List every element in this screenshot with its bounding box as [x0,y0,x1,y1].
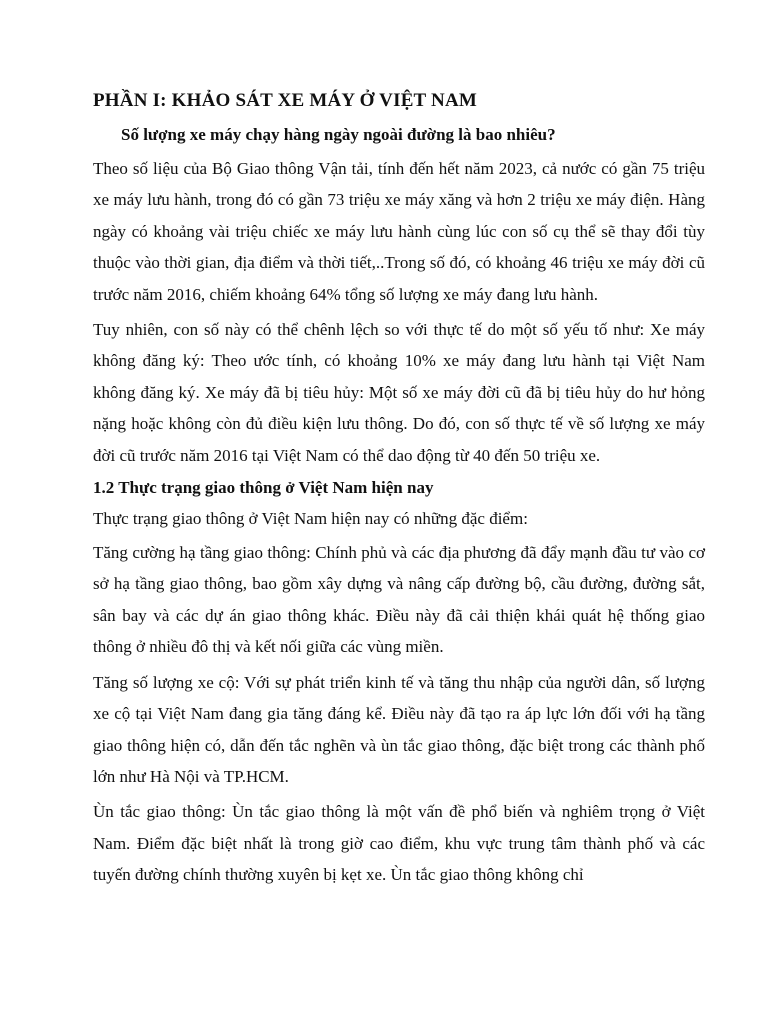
question-heading: Số lượng xe máy chạy hàng ngày ngoài đường là bao nhiêu? [121,125,556,144]
paragraph-congestion: Ùn tắc giao thông: Ùn tắc giao thông là một vấn đề phổ biến và nghiêm trọng ở Việt Nam. Điểm đặc biệt nhất là trong giờ cao điểm, khu vực trung tâm thành phố và các tuyến đường chính thường xuyên bị kẹt xe. Ùn tắc giao thông không chỉ [93,802,705,885]
paragraph-infrastructure: Tăng cường hạ tầng giao thông: Chính phủ và các địa phương đã đẩy mạnh đầu tư vào cơ sở hạ tầng giao thông, bao gồm xây dựng và nâng cấp đường bộ, cầu đường, đường sắt, sân bay và các dự án giao thông khác. Điều này đã cải thiện khái quát hệ thống giao thông ở nhiều đô thị và kết nối giữa các vùng miền. [93,543,705,657]
paragraph-vehicle-growth: Tăng số lượng xe cộ: Với sự phát triển kinh tế và tăng thu nhập của người dân, số lượng xe cộ tại Việt Nam đang gia tăng đáng kể. Điều này đã tạo ra áp lực lớn đối với hạ tầng giao thông hiện có, dẫn đến tắc nghẽn và ùn tắc giao thông, đặc biệt trong các thành phố lớn như Hà Nội và TP.HCM. [93,672,705,786]
paragraph-intro: Thực trạng giao thông ở Việt Nam hiện nay có những đặc điểm: [93,509,528,529]
paragraph-statistics: Theo số liệu của Bộ Giao thông Vận tải, tính đến hết năm 2023, cả nước có gần 75 triệu xe máy lưu hành, trong đó có gần 73 triệu xe máy xăng và hơn 2 triệu xe máy điện. Hàng ngày có khoảng vài triệu chiếc xe máy lưu hành cùng lúc con số cụ thể sẽ thay đổi tùy thuộc vào thời gian, địa điểm và thời tiết,..Trong số đó, có khoảng 46 triệu xe máy đời cũ trước năm 2016, chiếm khoảng 64% tổng số lượng xe máy đang lưu hành. [93,159,705,304]
paragraph-discrepancy: Tuy nhiên, con số này có thể chênh lệch so với thực tế do một số yếu tố như: Xe máy không đăng ký: Theo ước tính, có khoảng 10% xe máy đang lưu hành tại Việt Nam không đăng ký. Xe máy đã bị tiêu hủy: Một số xe máy đời cũ đã bị tiêu hủy do hư hỏng nặng hoặc không còn đủ điều kiện lưu thông. Do đó, con số thực tế về số lượng xe máy đời cũ trước năm 2016 tại Việt Nam có thể dao động từ 40 đến 50 triệu xe. [93,320,705,465]
document-title: PHẦN I: KHẢO SÁT XE MÁY Ở VIỆT NAM [93,90,478,111]
section-heading: 1.2 Thực trạng giao thông ở Việt Nam hiện nay [93,478,434,498]
document-page [93,88,705,895]
